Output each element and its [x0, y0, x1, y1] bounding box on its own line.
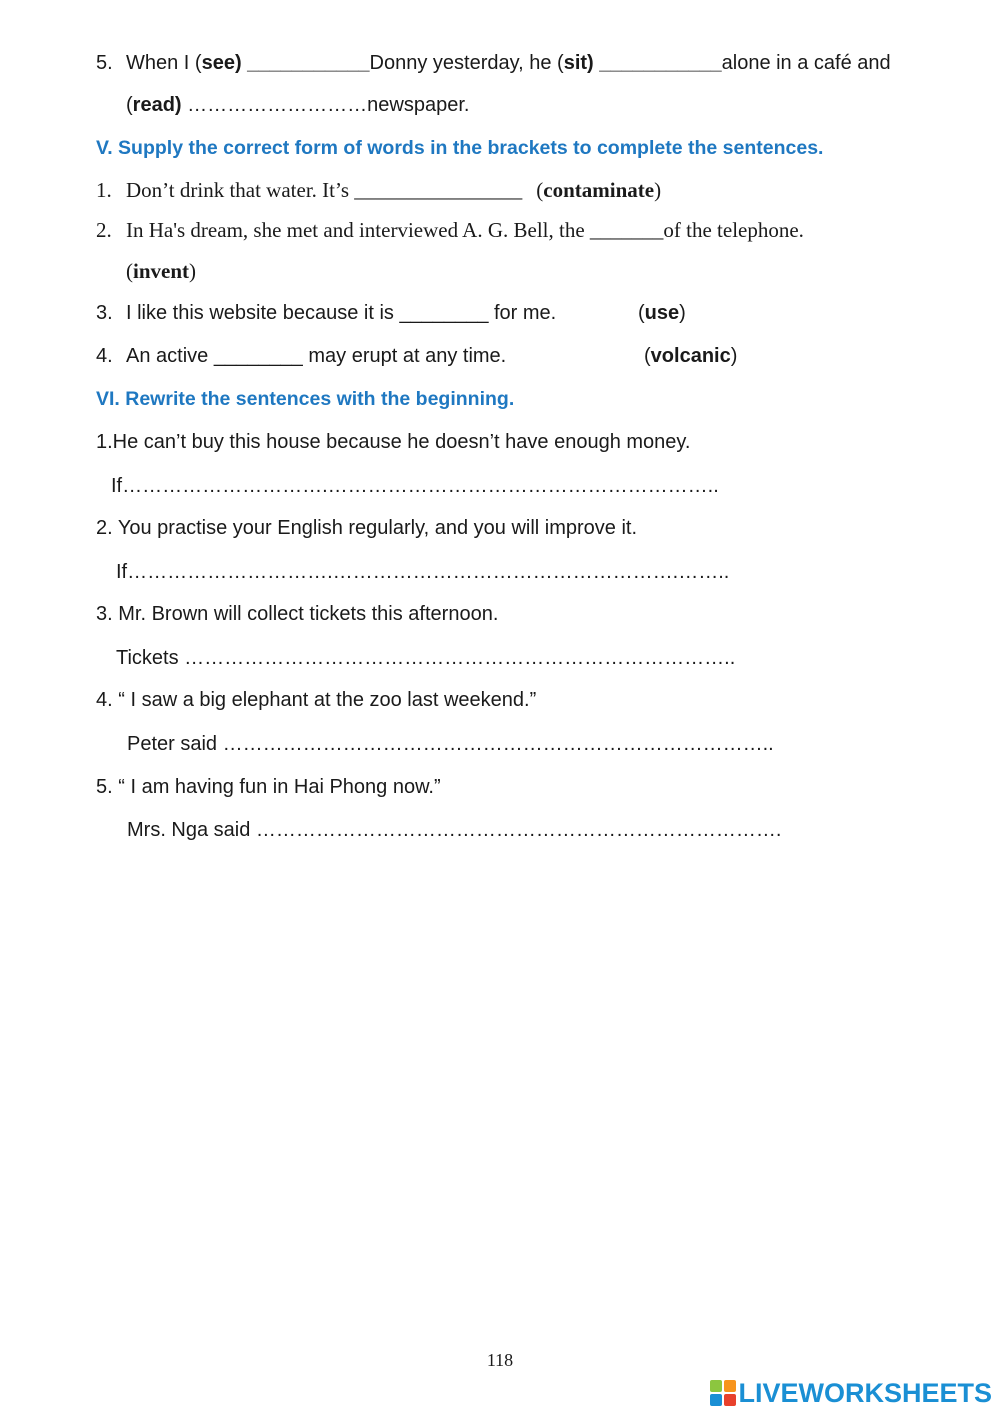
section-vi-prompt-3: 3. Mr. Brown will collect tickets this afternoon. — [96, 603, 499, 625]
section-v-heading: V. Supply the correct form of words in the brackets to complete the sentences. — [96, 137, 824, 159]
section-vi-heading: VI. Rewrite the sentences with the beginning. — [96, 388, 515, 410]
section-vi-answer-1[interactable]: If………………………….………………………………………………….. — [111, 475, 719, 497]
section-v-item-1: 1. Don’t drink that water. It’s ________________ (contaminate) — [96, 178, 662, 202]
word-hint: contaminate — [543, 178, 655, 202]
item-text: An active ________ may erupt at any time. — [126, 345, 507, 367]
q5-blank-1[interactable]: ___________ — [241, 52, 370, 74]
item-text: I like this website because it is ________ for me. — [126, 302, 557, 324]
section-v-item-2-hint: (invent) — [126, 259, 197, 283]
page-number: 118 — [486, 1350, 514, 1370]
section-v-item-4-hint: (volcanic) — [644, 345, 738, 367]
q5-line-1: 5. When I (see) ___________Donny yesterday, he (sit) ___________alone in a café and — [96, 52, 891, 74]
section-v-item-3: 3. I like this website because it is ________ for me. — [96, 302, 557, 324]
item-text: Don’t drink that water. It’s ________________ — [126, 178, 523, 202]
word-hint: use — [644, 302, 680, 324]
item-text: In Ha's dream, she met and interviewed A. G. Bell, the _______of the telephone. — [126, 218, 804, 242]
liveworksheets-logo-icon — [710, 1380, 736, 1406]
section-v-item-3-hint: (use) — [638, 302, 686, 324]
section-vi-prompt-4: 4. “ I saw a big elephant at the zoo last weekend.” — [96, 689, 537, 711]
q5-blank-2[interactable]: ___________ — [593, 52, 722, 74]
section-vi-answer-3[interactable]: Tickets ……………………………………………………………………….. — [116, 647, 736, 669]
logo-text: LIVEWORKSHEETS — [738, 1377, 992, 1408]
q5-blank-3[interactable]: ……………………… — [181, 94, 368, 116]
q5-line-2: (read) ………………………newspaper. — [126, 94, 470, 116]
section-vi-answer-2[interactable]: If………………………….…………………………………………….…….. — [116, 561, 730, 583]
liveworksheets-logo[interactable] — [710, 1378, 992, 1408]
section-v-item-4: 4. An active ________ may erupt at any time. — [96, 345, 507, 367]
section-vi-answer-4[interactable]: Peter said ……………………………………………………………………….. — [127, 733, 774, 755]
section-vi-prompt-5: 5. “ I am having fun in Hai Phong now.” — [96, 776, 441, 798]
word-hint: volcanic — [650, 345, 731, 367]
word-hint: invent — [133, 259, 190, 283]
section-vi-prompt-1: 1.He can’t buy this house because he doesn’t have enough money. — [96, 431, 691, 453]
section-vi-prompt-2: 2. You practise your English regularly, and you will improve it. — [96, 517, 638, 539]
section-v-item-2: 2. In Ha's dream, she met and interviewed A. G. Bell, the _______of the telephone. — [96, 218, 804, 242]
section-vi-answer-5[interactable]: Mrs. Nga said ……………………………………………………………………. — [127, 819, 782, 841]
